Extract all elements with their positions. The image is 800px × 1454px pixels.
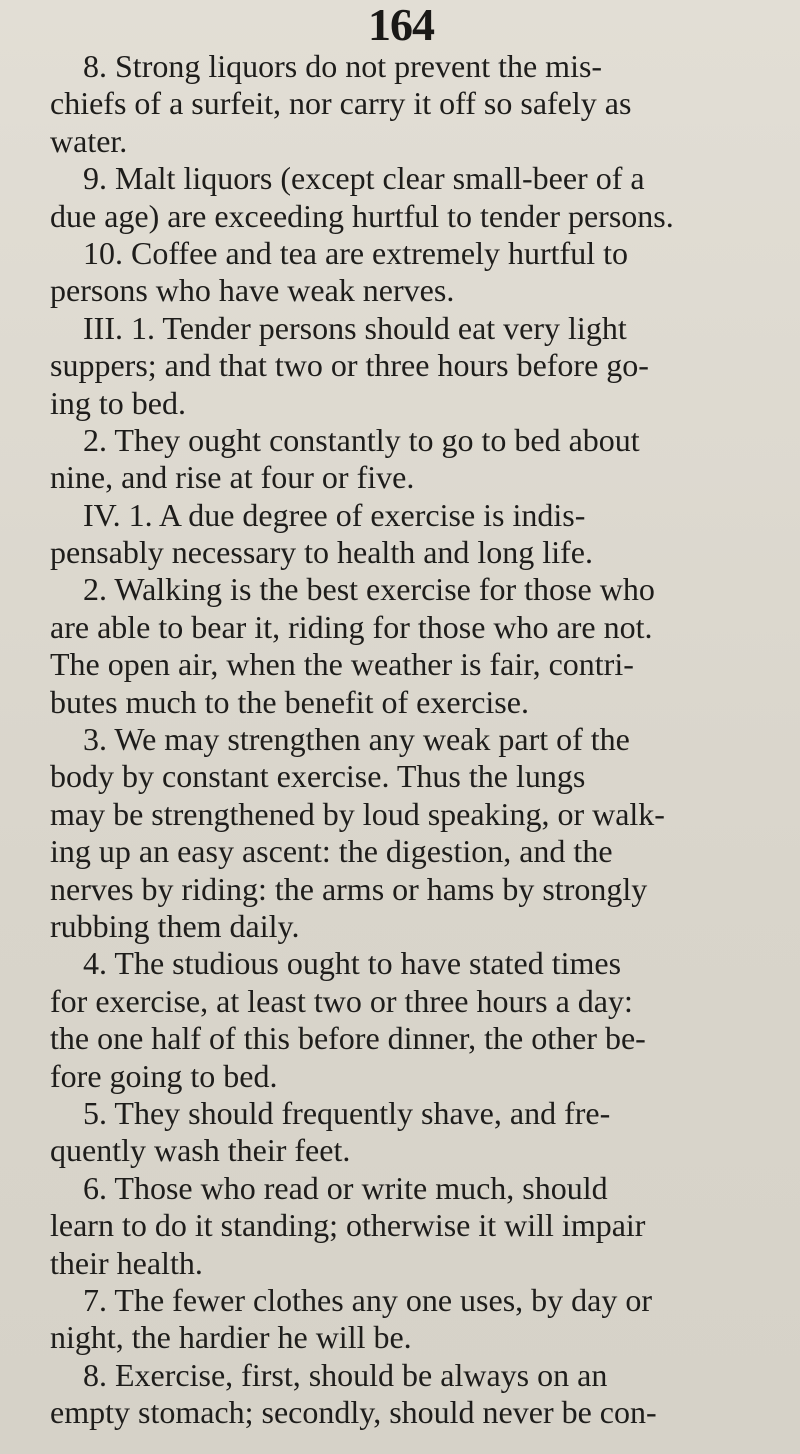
text-line: 2. They ought constantly to go to bed about [83, 421, 640, 458]
body-text [50, 48, 770, 1431]
text-line: 7. The fewer clothes any one uses, by day or [83, 1281, 653, 1318]
text-line: butes much to the benefit of exercise. [50, 683, 529, 720]
text-line: rubbing them daily. [50, 907, 300, 944]
text-line: The open air, when the weather is fair, contri- [50, 646, 634, 683]
text-line: III. 1. Tender persons should eat very light [83, 309, 627, 346]
text-line: their health. [50, 1244, 203, 1281]
text-line: IV. 1. A due degree of exercise is indis- [83, 496, 586, 533]
text-line: nerves by riding: the arms or hams by strongly [50, 870, 648, 907]
text-line: nine, and rise at four or five. [50, 459, 415, 496]
text-line: pensably necessary to health and long life. [50, 534, 593, 571]
text-line: ing to bed. [50, 384, 186, 421]
text-line: ing up an easy ascent: the digestion, and the [50, 833, 613, 870]
text-line: the one half of this before dinner, the other be- [50, 1020, 646, 1057]
text-line: learn to do it standing; otherwise it will impair [50, 1207, 646, 1244]
text-line: 8. Strong liquors do not prevent the mis- [83, 48, 603, 84]
text-line: due age) are exceeding hurtful to tender persons. [50, 197, 674, 234]
text-line: persons who have weak nerves. [50, 272, 455, 309]
text-line: 9. Malt liquors (except clear small-beer of a [83, 160, 645, 197]
text-line: suppers; and that two or three hours before go- [50, 347, 649, 384]
page-number: 164 [368, 0, 434, 50]
text-line: chiefs of a surfeit, nor carry it off so safely as [50, 85, 632, 122]
text-line: 4. The studious ought to have stated times [83, 945, 622, 982]
text-line: water. [50, 122, 128, 159]
text-line: may be strengthened by loud speaking, or walk- [50, 795, 665, 832]
text-line: empty stomach; secondly, should never be con- [50, 1394, 657, 1431]
text-line: 8. Exercise, first, should be always on an [83, 1356, 608, 1393]
text-line: for exercise, at least two or three hours a day: [50, 982, 633, 1019]
text-line: 5. They should frequently shave, and fre- [83, 1094, 611, 1131]
text-line: quently wash their feet. [50, 1132, 351, 1169]
text-line: fore going to bed. [50, 1057, 278, 1094]
text-line: 2. Walking is the best exercise for those who [83, 571, 655, 608]
text-line: 6. Those who read or write much, should [83, 1169, 608, 1206]
text-line: are able to bear it, riding for those who are not. [50, 608, 653, 645]
text-line: 10. Coffee and tea are extremely hurtful to [83, 234, 628, 271]
text-line: body by constant exercise. Thus the lungs [50, 758, 586, 795]
text-line: 3. We may strengthen any weak part of the [83, 721, 630, 758]
text-line: night, the hardier he will be. [50, 1319, 412, 1356]
